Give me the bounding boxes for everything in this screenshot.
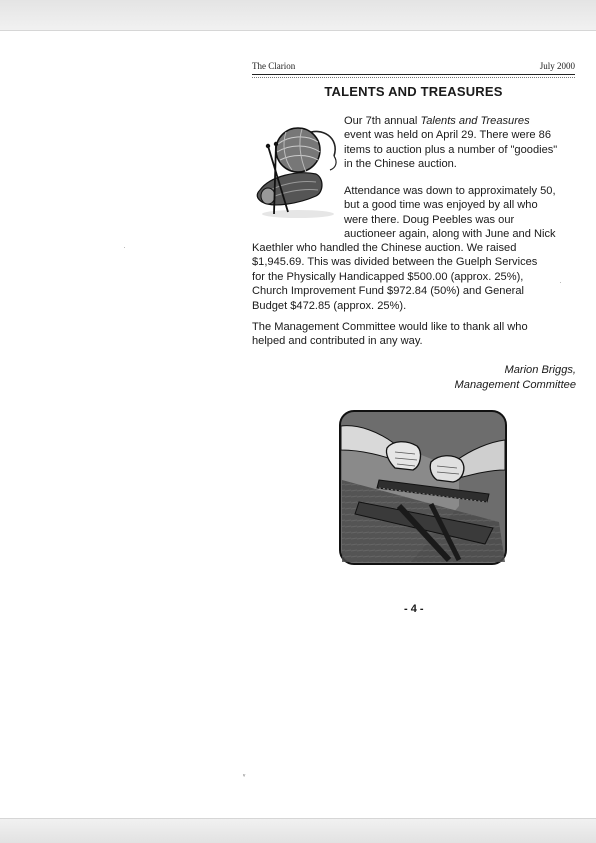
signature-name: Marion Briggs, (504, 364, 576, 376)
dust-speck (560, 282, 561, 283)
header-rule (252, 74, 575, 75)
signature-role: Management Committee (454, 379, 576, 391)
yarn-and-knitting-needles-icon (254, 122, 342, 220)
signature (455, 363, 576, 393)
scan-border-top (0, 0, 596, 31)
header-rule-dotted (252, 77, 575, 78)
scan-border-bottom (0, 818, 596, 843)
paragraph-thanks: The Management Committee would like to thank all who helped and contributed in any way. (252, 321, 528, 348)
article-title: TALENTS AND TREASURES (324, 84, 503, 99)
paragraph-event: Our 7th annual Talents and Treasures event was held on April 29. There were 86 items to auction plus a number of "goodies" in the Chinese auction. (344, 115, 558, 171)
stray-mark: ᵥ (243, 771, 246, 778)
event-name: Talents and Treasures (420, 115, 530, 127)
paragraph-attendance-full: Kaethler who handled the Chinese auction. We raised $1,945.69. This was divided between the Guelph Services for the Physically Handicapped $500.00 (approx. 25%), Church Improvement Fund $972.84 (50%) and General Budget $472.85 (approx. 25%). (252, 242, 538, 312)
paragraph-attendance-wrapped: Attendance was down to approximately 50, but a good time was enjoyed by all who were there. Doug Peebles was our auctioneer again, along with June and Nick (344, 185, 556, 241)
dust-speck (124, 247, 125, 248)
issue-date: July 2000 (539, 61, 575, 71)
page-number: - 4 - (404, 603, 424, 615)
woodworking-hands-illustration (339, 410, 507, 565)
publication-name: The Clarion (252, 61, 296, 71)
